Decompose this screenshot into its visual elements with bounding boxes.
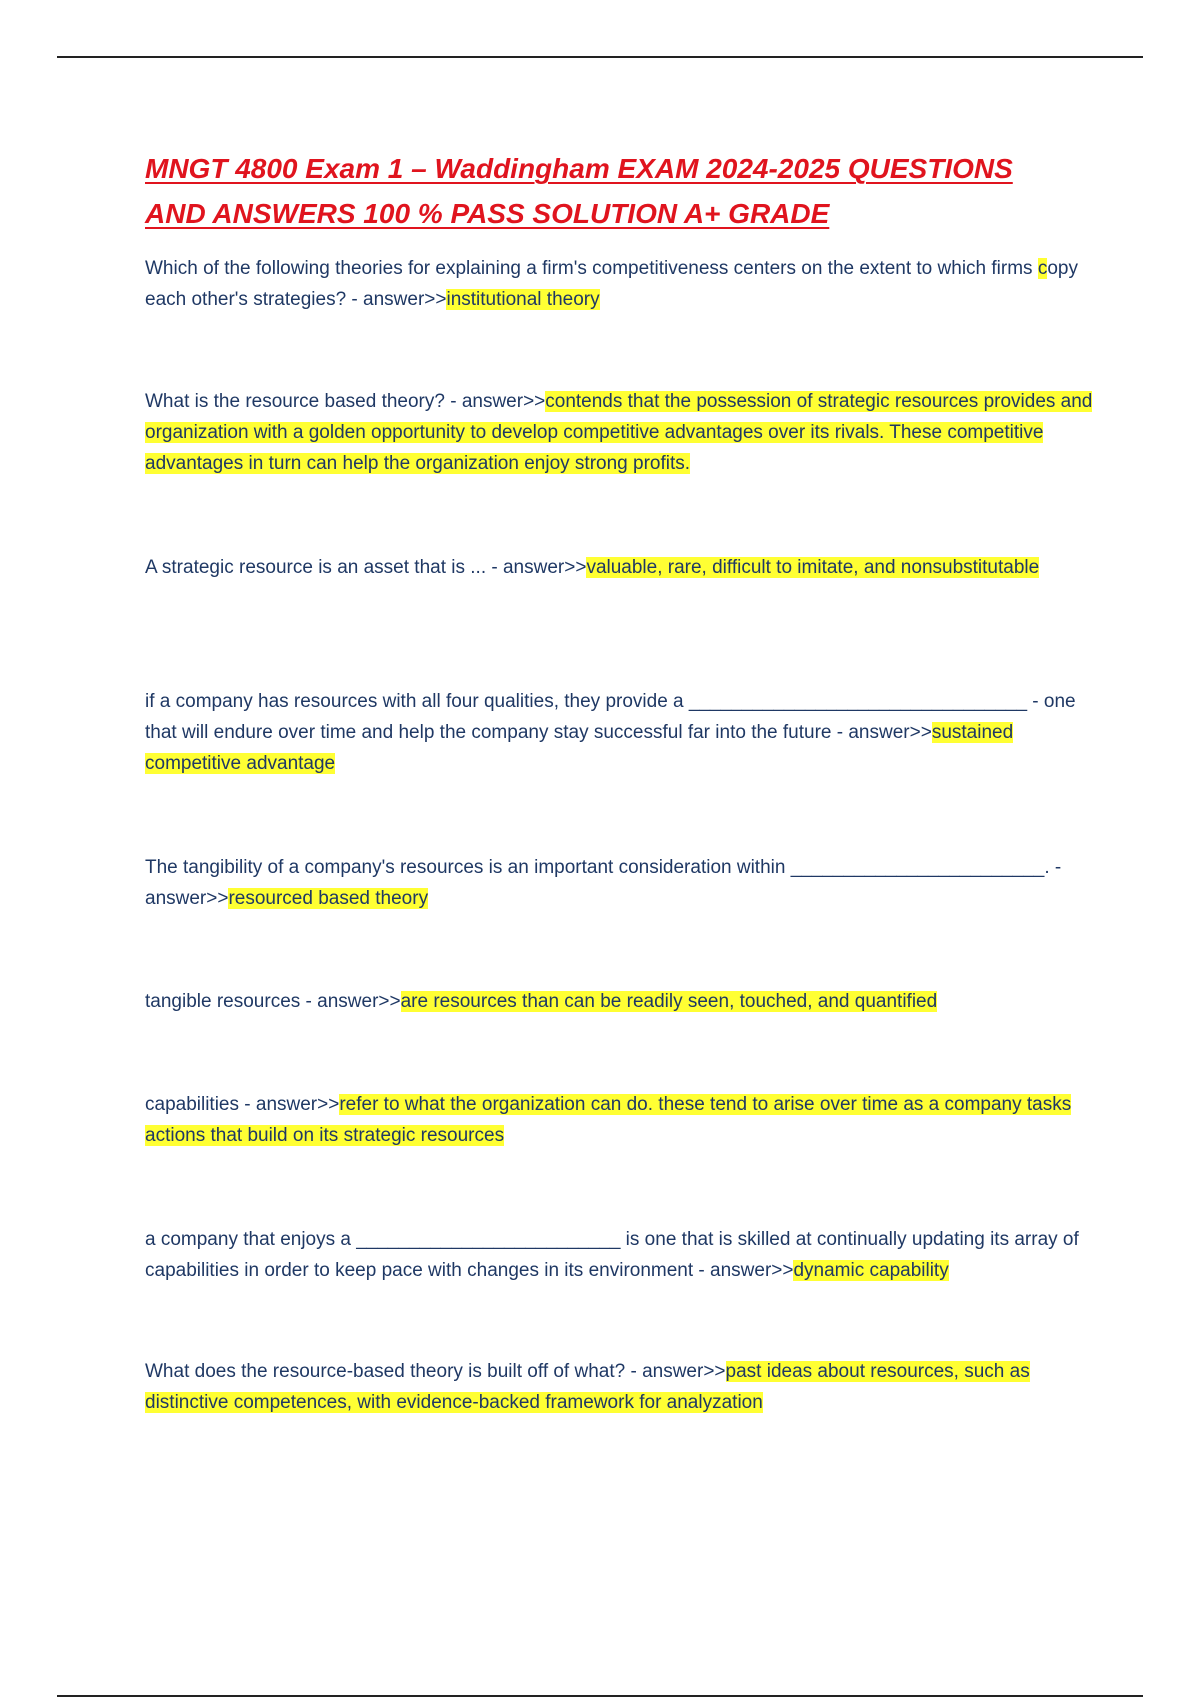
question-text-cont: opy each other's strategies? - answer>>: [145, 258, 1078, 310]
qa-item-9: [145, 1356, 1095, 1418]
qa-item-3: [145, 552, 1095, 583]
qa-item-1: [145, 253, 1095, 315]
answer-text: valuable, rare, difficult to imitate, and nonsubstitutable: [586, 557, 1040, 578]
qa-item-5: [145, 852, 1095, 914]
answer-text: are resources than can be readily seen, touched, and quantified: [400, 991, 938, 1012]
top-rule: [57, 56, 1143, 58]
question-text: capabilities - answer>>: [145, 1094, 340, 1115]
qa-item-8: [145, 1224, 1095, 1286]
question-text: What is the resource based theory? - answer>>: [145, 391, 546, 412]
question-text: What does the resource-based theory is built off of what? - answer>>: [145, 1361, 726, 1382]
question-text: tangible resources - answer>>: [145, 991, 401, 1012]
question-text: A strategic resource is an asset that is ... - answer>>: [145, 557, 587, 578]
highlighted-char: c: [1037, 258, 1048, 279]
qa-item-7: [145, 1089, 1095, 1151]
document-title: [145, 146, 1085, 236]
question-text: Which of the following theories for explaining a firm's competitiveness centers on the extent to which firms: [145, 258, 1038, 279]
qa-item-4: [145, 686, 1095, 779]
question-text: if a company has resources with all four qualities, they provide a ________________________________ - one that will endure over time and help the company stay successful far into the future - answer>>: [145, 691, 1076, 743]
qa-item-6: [145, 986, 1095, 1017]
bottom-rule: [57, 1695, 1143, 1697]
title-line-1: MNGT 4800 Exam 1 – Waddingham EXAM 2024-2025 QUESTIONS: [145, 153, 1013, 184]
answer-text: refer to what the organization can do. these tend to arise over time as a company tasks actions that build on its strategic resources: [145, 1094, 1072, 1146]
title-line-2: AND ANSWERS 100 % PASS SOLUTION A+ GRADE: [145, 198, 830, 229]
qa-item-2: [145, 386, 1095, 479]
answer-text: sustained competitive advantage: [145, 722, 1014, 774]
answer-text: contends that the possession of strategic resources provides and organization with a golden opportunity to develop competitive advantages over its rivals. These competitive advantages in turn can help the organization enjoy strong profits.: [145, 391, 1093, 474]
question-text: The tangibility of a company's resources is an important consideration within ________________________. - answer>>: [145, 857, 1062, 909]
answer-text: resourced based theory: [228, 888, 429, 909]
answer-text: past ideas about resources, such as distinctive competences, with evidence-backed framework for analyzation: [145, 1361, 1030, 1413]
answer-text: institutional theory: [446, 289, 600, 310]
question-text: a company that enjoys a _________________________ is one that is skilled at continually updating its array of capabilities in order to keep pace with changes in its environment - answer>>: [145, 1229, 1079, 1281]
answer-text: dynamic capability: [793, 1260, 949, 1281]
